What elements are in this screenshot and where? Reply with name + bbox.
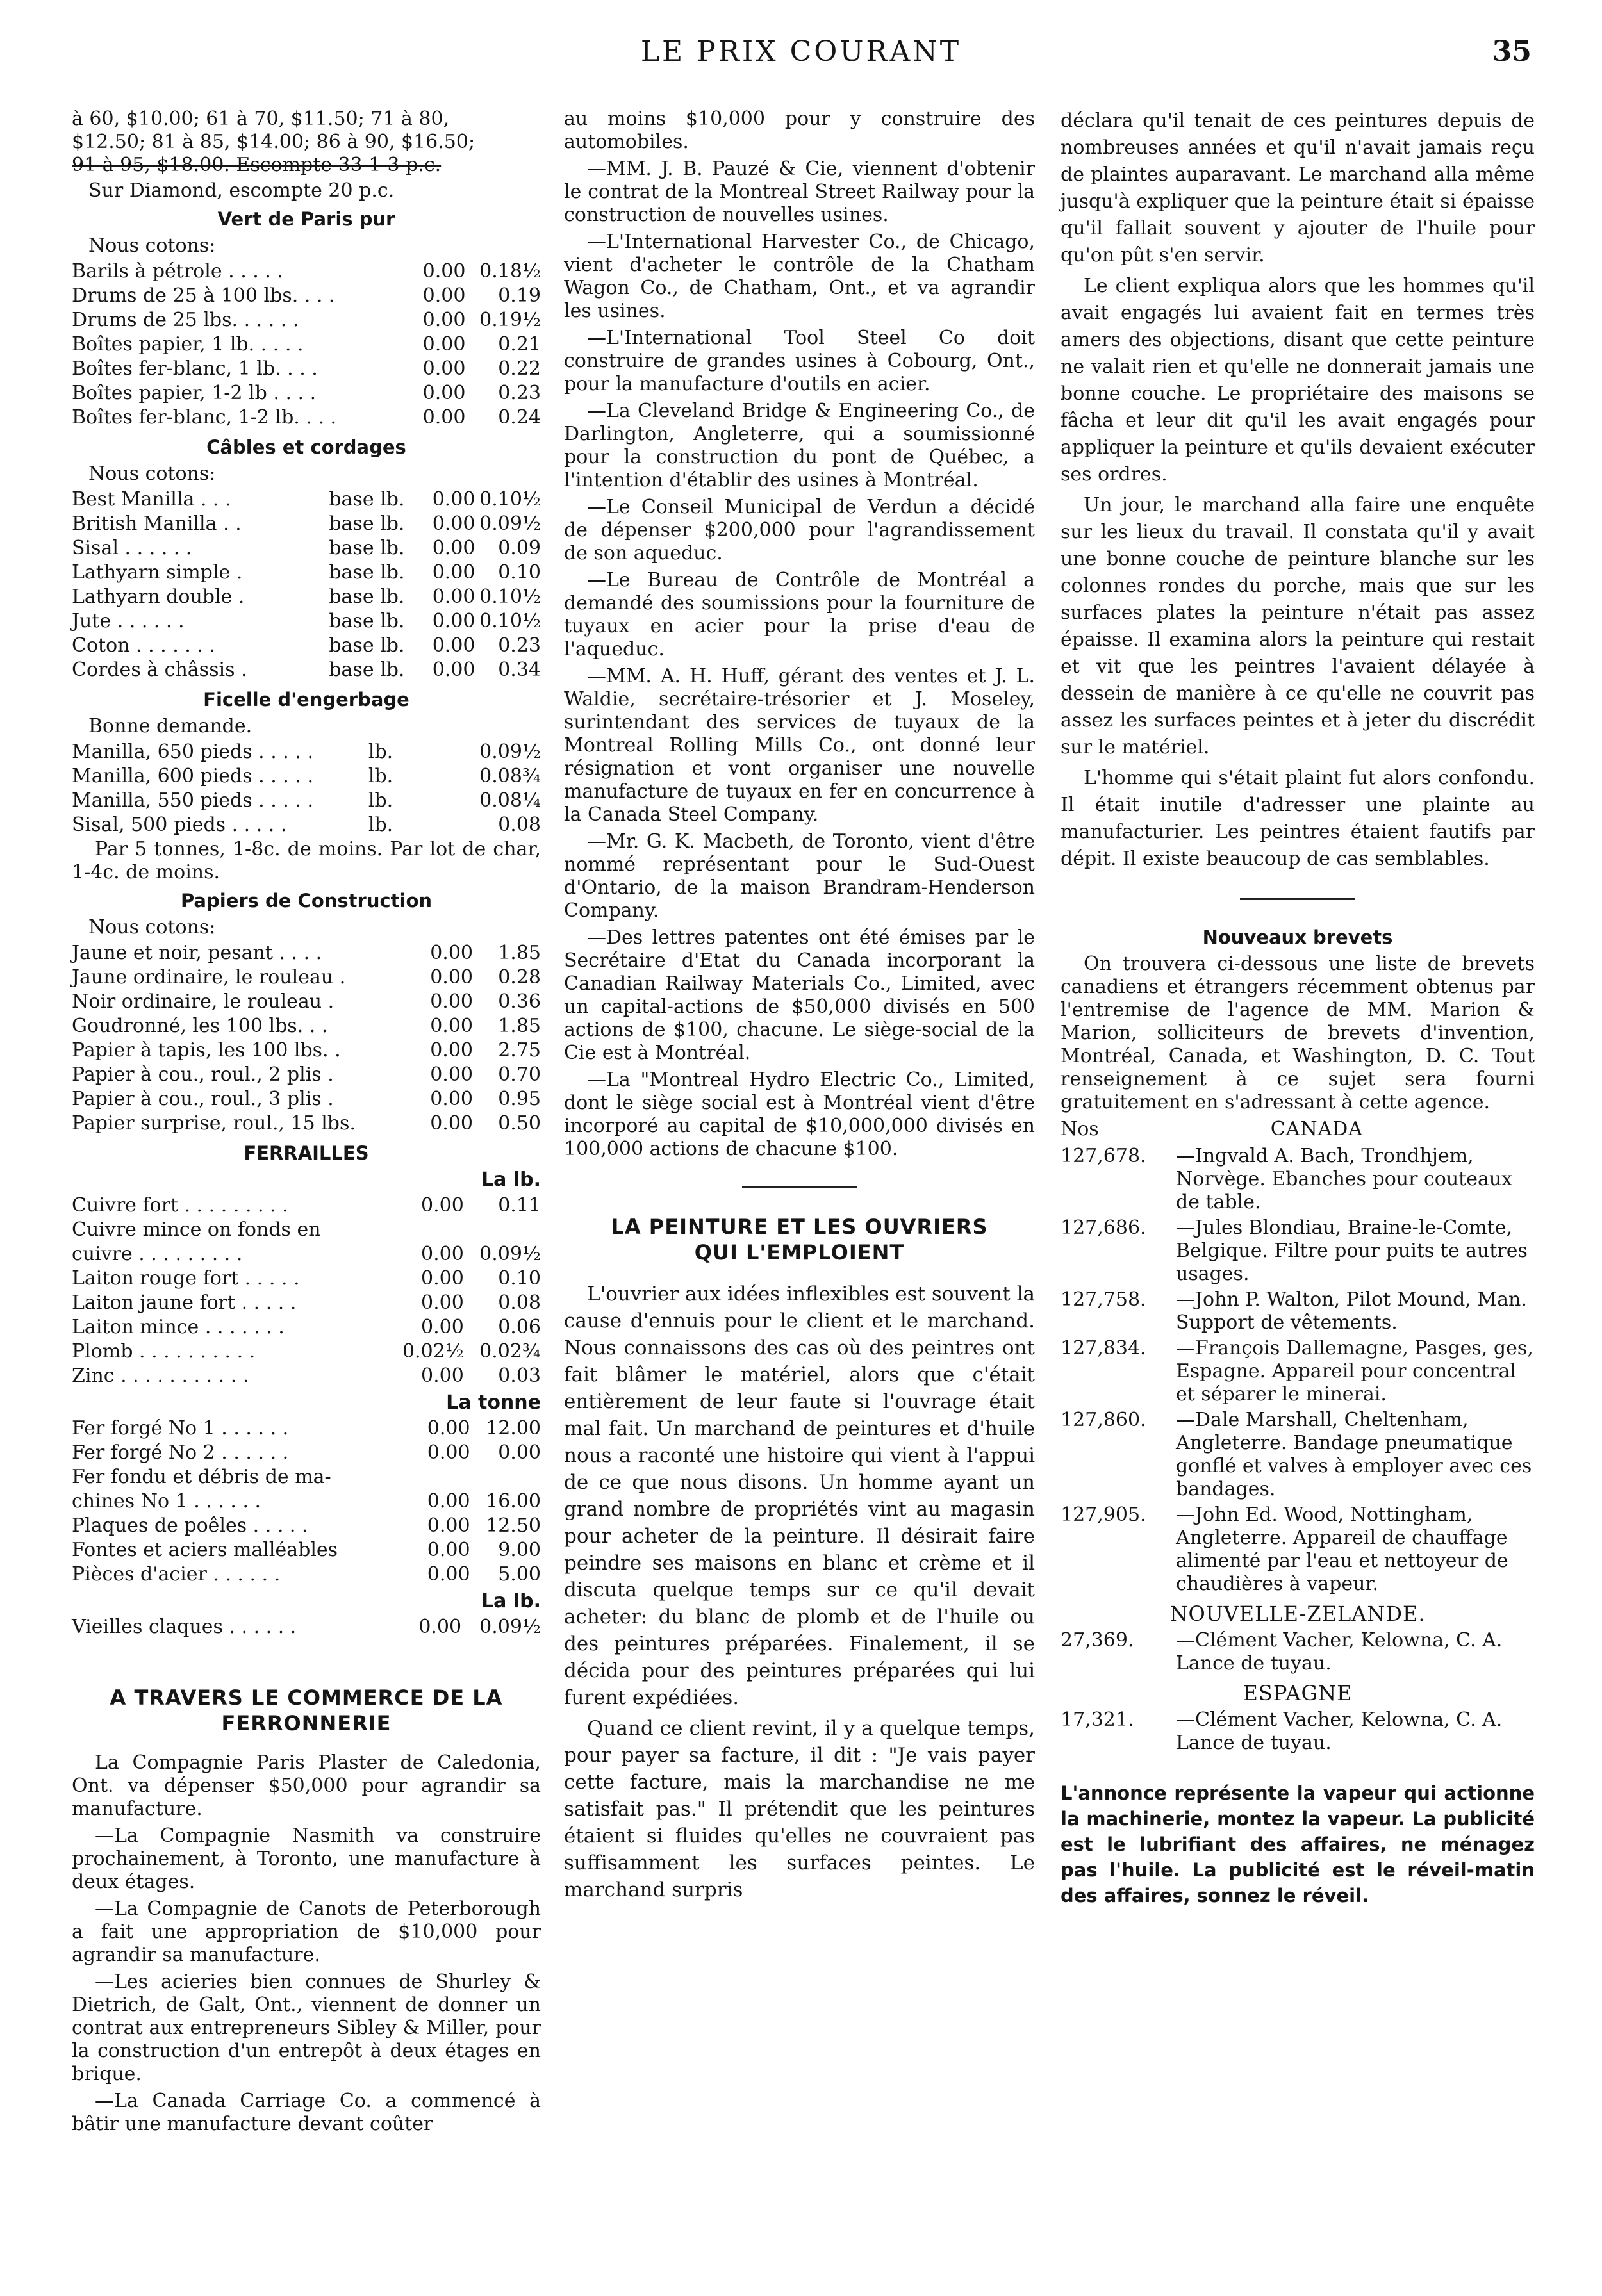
- price-table-ferrailles-lb: [72, 1194, 541, 1389]
- item-name: Manilla, 550 pieds . . . . .: [72, 789, 313, 812]
- price-low: 0.00: [422, 357, 466, 380]
- price-row: [72, 659, 541, 683]
- article-paragraph: L'ouvrier aux idées inflexibles est souvent la cause d'ennuis pour le client et le marchand. Nous connaissons des cas où des peintres ont fait blâmer le matériel, alors que c'était entièrement de leur faute si l'ouvrage était mal fait. Un marchand de peintures et d'huile nous a raconté une histoire qui vient à l'appui de ce que nous disons. Un homme ayant un grand nombre de propriétés vint au magasin pour acheter de la peinture. Il désirait faire peindre ses maisons en blanc et crème et il discuta quelque temps sur ce qu'il devait acheter: du blanc de plomb et de l'huile ou des peintures préparées. Finalement, il se décida pour des peintures préparées qui lui furent expédiées.: [564, 1283, 1035, 1709]
- price-high: 0.34: [498, 659, 541, 681]
- price-high: 0.10½: [479, 610, 541, 632]
- item-name: Jaune et noir, pesant . . . .: [72, 942, 322, 964]
- item-name: chines No 1 . . . . . .: [72, 1490, 261, 1513]
- price-low: 0.00: [430, 1112, 474, 1135]
- price-high: 9.00: [498, 1539, 541, 1561]
- price-intro: [72, 108, 541, 177]
- news-items: [564, 108, 1035, 1161]
- closing-advert-text: L'annonce représente la vapeur qui actionne la machinerie, montez la vapeur. La publicité est le lubrifiant des affaires, ne ménagez pas l'huile. La publicité est le réveil-matin des affaires, sonnez le réveil.: [1061, 1782, 1535, 1906]
- price-row: [72, 382, 541, 406]
- patent-entry: [1061, 1145, 1535, 1214]
- price-low: 0.00: [418, 1616, 462, 1638]
- price-high: 0.03: [498, 1365, 541, 1387]
- price-row: [72, 357, 541, 382]
- price-low: 0.00: [421, 1267, 464, 1290]
- item-name: Cuivre fort . . . . . . . . .: [72, 1194, 288, 1217]
- patent-number: 127,905.: [1061, 1504, 1146, 1526]
- price-row: [72, 488, 541, 512]
- patent-description: —Ingvald A. Bach, Trondhjem, Norvège. Ebanches pour couteaux de table.: [1176, 1145, 1513, 1213]
- price-low: 0.00: [422, 382, 466, 404]
- item-name: Laiton jaune fort . . . . .: [72, 1292, 297, 1314]
- patent-list-nz: [1061, 1629, 1535, 1675]
- price-row: [72, 537, 541, 561]
- item-name: Cuivre mince on fonds en: [72, 1218, 321, 1241]
- price-low: 0.00: [427, 1441, 470, 1464]
- price-row: [72, 1466, 541, 1490]
- price-high: 0.70: [498, 1063, 541, 1086]
- price-row: [72, 309, 541, 333]
- page-header: [0, 35, 1602, 74]
- patent-entry: [1061, 1337, 1535, 1406]
- price-row: [72, 1194, 541, 1218]
- page-number: 35: [1492, 35, 1532, 68]
- price-row: [72, 1015, 541, 1039]
- price-low: 0.00: [432, 634, 475, 657]
- column-prices: [72, 108, 541, 2140]
- price-row: [72, 1616, 541, 1640]
- item-name: Plaques de poêles . . . . .: [72, 1514, 308, 1537]
- price-low: 0.00: [421, 1194, 464, 1217]
- item-unit: base lb.: [329, 512, 405, 535]
- unit-heading: La tonne: [446, 1391, 541, 1414]
- price-high: 0.10½: [479, 586, 541, 608]
- item-unit: lb.: [368, 765, 393, 787]
- news-paragraph: —Des lettres patentes ont été émises par le Secrétaire d'Etat du Canada incorporant la Canadian Railway Materials Co., Limited, avec un capital-actions de $50,000 divisés en 500 actions de $100, chacune. Le siège-social de la Cie est à Montréal.: [564, 926, 1035, 1064]
- article-commerce-body: [72, 1751, 541, 2136]
- price-low: 0.02½: [402, 1340, 464, 1363]
- price-row: [72, 1112, 541, 1136]
- diamond-note: Sur Diamond, escompte 20 p.c.: [88, 179, 395, 202]
- item-unit: base lb.: [329, 610, 405, 632]
- country-nouvelle-zelande: NOUVELLE-ZELANDE.: [1169, 1602, 1426, 1626]
- price-high: 0.08: [498, 1292, 541, 1314]
- price-row: [72, 1292, 541, 1316]
- item-name: Noir ordinaire, le rouleau .: [72, 990, 334, 1013]
- price-high: 12.00: [486, 1417, 541, 1439]
- price-low: 0.00: [432, 659, 475, 681]
- price-low: 0.00: [430, 1063, 474, 1086]
- article-paragraph: —La Compagnie de Canots de Peterborough a fait une appropriation de $10,000 pour agrandir sa manufacture.: [72, 1898, 541, 1966]
- price-row: [72, 990, 541, 1015]
- price-high: 0.36: [498, 990, 541, 1013]
- news-paragraph: —MM. J. B. Pauzé & Cie, viennent d'obtenir le contrat de la Montreal Street Railway pour la construction de nouvelles usines.: [564, 158, 1035, 226]
- patent-number: 27,369.: [1061, 1629, 1134, 1652]
- column-continued: [1061, 108, 1535, 1908]
- patent-number: 127,758.: [1061, 1288, 1146, 1311]
- patent-description: —John P. Walton, Pilot Mound, Man. Support de vêtements.: [1176, 1288, 1527, 1334]
- item-name: Pièces d'acier . . . . . .: [72, 1563, 281, 1586]
- section-heading-brevets: Nouveaux brevets: [1202, 926, 1393, 948]
- item-name: Papier à cou., roul., 3 plis .: [72, 1088, 334, 1110]
- heading-line: FERRONNERIE: [221, 1711, 392, 1735]
- price-row: [72, 966, 541, 990]
- item-name: Lathyarn simple .: [72, 561, 243, 584]
- price-row: [72, 1514, 541, 1539]
- patent-entry: [1061, 1629, 1535, 1675]
- news-paragraph: —La "Montreal Hydro Electric Co., Limited, dont le siège social est à Montréal vient d'être incorporé au capital de $10,000,000 divisés en 100,000 actions de chacune $100.: [564, 1069, 1035, 1160]
- price-low: 0.00: [421, 1365, 464, 1387]
- price-high: 1.85: [498, 1015, 541, 1037]
- item-name: Best Manilla . . .: [72, 488, 231, 511]
- price-high: 16.00: [486, 1490, 541, 1513]
- article-peinture-body: [564, 1281, 1035, 1903]
- price-row: [72, 1039, 541, 1063]
- item-name: Boîtes papier, 1-2 lb . . . .: [72, 382, 317, 404]
- item-name: Jute . . . . . .: [72, 610, 185, 632]
- item-name: British Manilla . .: [72, 512, 242, 535]
- price-row: [72, 284, 541, 309]
- column-news: [564, 108, 1035, 1907]
- price-low: [399, 1466, 470, 1490]
- price-row: [72, 814, 541, 838]
- article-paragraph: La Compagnie Paris Plaster de Caledonia, Ont. va dépenser $50,000 pour agrandir sa manufacture.: [72, 1751, 541, 1820]
- price-row: [72, 1539, 541, 1563]
- patent-number: 127,860.: [1061, 1409, 1146, 1431]
- price-row: [72, 1088, 541, 1112]
- price-low: 0.00: [422, 309, 466, 331]
- patent-entry: [1061, 1217, 1535, 1286]
- price-low: 0.00: [432, 561, 475, 584]
- section-heading-ferrailles: FERRAILLES: [244, 1142, 369, 1164]
- item-unit: base lb.: [329, 634, 405, 657]
- article-paragraph: Un jour, le marchand alla faire une enquête sur les lieux du travail. Il constata qu'il y avait une bonne couche de peinture blanche sur les colonnes rondes du porche, mais que sur les surfaces plates la peinture n'était pas assez épaisse. Il examina alors la peinture qui restait et vit que les peintres l'avaient délayée à dessein de manière à ce qu'elle ne couvrit pas assez les surfaces peintes et à jeter du discrédit sur le matériel.: [1061, 494, 1535, 758]
- item-name: Vieilles claques . . . . . .: [72, 1616, 297, 1638]
- item-name: Jaune ordinaire, le rouleau .: [72, 966, 346, 988]
- price-high: 0.18½: [479, 260, 541, 283]
- price-row: [72, 406, 541, 430]
- price-high: 0.23: [498, 382, 541, 404]
- price-row: [72, 1417, 541, 1441]
- price-low: 0.00: [432, 488, 475, 511]
- price-low: 0.00: [427, 1490, 470, 1513]
- item-name: Manilla, 600 pieds . . . . .: [72, 765, 313, 787]
- article-heading-commerce: [72, 1685, 541, 1736]
- price-high: 5.00: [498, 1563, 541, 1586]
- article-paragraph: —La Compagnie Nasmith va construire prochainement, à Toronto, une manufacture à deux étages.: [72, 1824, 541, 1893]
- brevets-intro: On trouvera ci-dessous une liste de brevets canadiens et étrangers récemment obtenus par l'entremise de l'agence de MM. Marion & Marion, solliciteurs de brevets d'invention, Montréal, Canada, et Washington, D. C. Tout renseignement à ce sujet sera fourni gratuitement en s'adressant à cette agence.: [1061, 953, 1535, 1113]
- item-unit: base lb.: [329, 659, 405, 681]
- item-name: Drums de 25 lbs. . . . . .: [72, 309, 299, 331]
- price-row: [72, 1063, 541, 1088]
- intro-line: à 60, $10.00; 61 à 70, $11.50; 71 à 80,: [72, 108, 450, 130]
- price-row: [72, 634, 541, 659]
- intro-line: 91 à 95, $18.00. Escompte 33 1-3 p.c.: [72, 154, 442, 176]
- heading-line: A TRAVERS LE COMMERCE DE LA: [110, 1685, 503, 1710]
- price-row: [72, 1340, 541, 1365]
- price-high: 0.09½: [479, 1243, 541, 1265]
- unit-heading: La lb.: [481, 1590, 541, 1612]
- item-name: Fer fondu et débris de ma-: [72, 1466, 331, 1488]
- article-paragraph: Quand ce client revint, il y a quelque temps, pour payer sa facture, il dit : "Je vais payer cette facture, mais la marchandise ne me satisfait pas." Il prétendit que les peintures étaient si fluides qu'elles ne couvraient pas suffisamment les surfaces peintes. Le marchand surpris: [564, 1717, 1035, 1901]
- price-row: [72, 1563, 541, 1587]
- item-unit: base lb.: [329, 586, 405, 608]
- item-name: Coton . . . . . . .: [72, 634, 215, 657]
- patent-number: 17,321.: [1061, 1709, 1134, 1731]
- price-low: 0.00: [427, 1539, 470, 1561]
- item-name: cuivre . . . . . . . . .: [72, 1243, 243, 1265]
- price-row: [72, 741, 541, 765]
- item-name: Papier à tapis, les 100 lbs. .: [72, 1039, 341, 1062]
- news-paragraph: —La Cleveland Bridge & Engineering Co., de Darlington, Angleterre, qui a soumissionné pour la construction du pont de Québec, a l'intention d'établir des usines à Montréal.: [564, 400, 1035, 491]
- price-low: 0.00: [432, 537, 475, 559]
- ficelle-footer: Par 5 tonnes, 1-8c. de moins. Par lot de char, 1-4c. de moins.: [72, 838, 541, 883]
- price-row: [72, 512, 541, 537]
- price-high: 0.19: [498, 284, 541, 307]
- price-low: 0.00: [432, 610, 475, 632]
- patent-list-espagne: [1061, 1709, 1535, 1755]
- section-heading-cables: Câbles et cordages: [206, 436, 406, 458]
- news-paragraph: —Mr. G. K. Macbeth, de Toronto, vient d'être nommé représentant pour le Sud-Ouest d'Ontario, de la maison Brandram-Henderson Company.: [564, 830, 1035, 922]
- price-low: [387, 1218, 464, 1243]
- price-high: 0.23: [498, 634, 541, 657]
- price-high: 0.19½: [479, 309, 541, 331]
- patent-description: —Jules Blondiau, Braine-le-Comte, Belgique. Filtre pour puits te autres usages.: [1176, 1217, 1528, 1285]
- price-row: [72, 561, 541, 586]
- item-name: Manilla, 650 pieds . . . . .: [72, 741, 313, 763]
- item-name: Boîtes fer-blanc, 1-2 lb. . . .: [72, 406, 337, 429]
- price-row: [72, 765, 541, 789]
- patent-description: —Dale Marshall, Cheltenham, Angleterre. Bandage pneumatique gonflé et valves à employer avec ces bandages.: [1176, 1409, 1532, 1500]
- intro-line: $12.50; 81 à 85, $14.00; 86 à 90, $16.50;: [72, 131, 475, 153]
- patent-description: —François Dallemagne, Pasges, ges, Espagne. Appareil pour concentral et séparer le minerai.: [1176, 1337, 1533, 1406]
- price-high: 0.10: [498, 561, 541, 584]
- price-row: [72, 333, 541, 357]
- item-name: Sisal, 500 pieds . . . . .: [72, 814, 287, 836]
- item-name: Zinc . . . . . . . . . . .: [72, 1365, 249, 1387]
- patent-entry: [1061, 1409, 1535, 1501]
- section-divider: [1240, 898, 1355, 900]
- price-table-cables: [72, 488, 541, 683]
- section-note: Nous cotons:: [88, 234, 216, 257]
- price-high: 0.21: [498, 333, 541, 356]
- patent-description: —Clément Vacher, Kelowna, C. A. Lance de tuyau.: [1176, 1629, 1503, 1675]
- item-unit: base lb.: [329, 537, 405, 559]
- price-row: [72, 1243, 541, 1267]
- article-paragraph: —La Canada Carriage Co. a commencé à bâtir une manufacture devant coûter: [72, 2090, 541, 2135]
- price-high: 0.09: [498, 537, 541, 559]
- price: 0.08¾: [479, 765, 541, 787]
- price-table-papiers: [72, 942, 541, 1136]
- price-low: 0.00: [421, 1316, 464, 1338]
- patent-entry: [1061, 1709, 1535, 1755]
- item-name: Papier surprise, roul., 15 lbs.: [72, 1112, 356, 1135]
- patent-number: 127,686.: [1061, 1217, 1146, 1239]
- item-name: Sisal . . . . . .: [72, 537, 192, 559]
- price-table-ferrailles-claques: [72, 1616, 541, 1640]
- price-high: 0.06: [498, 1316, 541, 1338]
- section-heading-vert-de-paris: Vert de Paris pur: [217, 208, 395, 230]
- item-name: Barils à pétrole . . . . .: [72, 260, 283, 283]
- nos-label: Nos: [1061, 1118, 1099, 1140]
- item-name: Plomb . . . . . . . . . .: [72, 1340, 256, 1363]
- item-name: Fer forgé No 2 . . . . . .: [72, 1441, 289, 1464]
- item-unit: base lb.: [329, 488, 405, 511]
- news-paragraph: —MM. A. H. Huff, gérant des ventes et J. L. Waldie, secrétaire-trésorier et J. Moseley, surintendant des services de tuyaux de la Montreal Rolling Mills Co., ont donné leur résignation et vont organiser une nouvelle manufacture de tuyaux en fer en concurrence à la Canada Steel Company.: [564, 665, 1035, 826]
- section-note: Bonne demande.: [88, 715, 252, 737]
- price-high: 0.09½: [479, 1616, 541, 1638]
- patent-description: —John Ed. Wood, Nottingham, Angleterre. Appareil de chauffage alimenté par l'eau et nettoyeur de chaudières à vapeur.: [1176, 1504, 1508, 1595]
- article-paragraph: déclara qu'il tenait de ces peintures depuis de nombreuses années et qu'il n'avait jamais reçu de plaintes auparavant. Le marchand alla même jusqu'à expliquer que la peinture était si épaisse qu'il fallait souvent y ajouter de l'huile pour qu'on pût s'en servir.: [1061, 110, 1535, 266]
- price: 0.09½: [479, 741, 541, 763]
- price-low: 0.00: [430, 1088, 474, 1110]
- price-high: 12.50: [486, 1514, 541, 1537]
- price-low: 0.00: [427, 1563, 470, 1586]
- price-row: [72, 1365, 541, 1389]
- patent-description: —Clément Vacher, Kelowna, C. A. Lance de tuyau.: [1176, 1709, 1503, 1754]
- price-low: 0.00: [430, 1015, 474, 1037]
- section-heading-papiers: Papiers de Construction: [180, 890, 433, 912]
- section-note: Nous cotons:: [88, 916, 216, 939]
- heading-line: LA PEINTURE ET LES OUVRIERS: [611, 1215, 988, 1239]
- price-high: 0.28: [498, 966, 541, 988]
- price-low: 0.00: [430, 1039, 474, 1062]
- price: 0.08¼: [479, 789, 541, 812]
- price-high: 0.22: [498, 357, 541, 380]
- price-high: 0.10½: [479, 488, 541, 511]
- price-row: [72, 1218, 541, 1243]
- heading-line: QUI L'EMPLOIENT: [694, 1240, 905, 1265]
- item-unit: lb.: [368, 741, 393, 763]
- item-name: Boîtes fer-blanc, 1 lb. . . .: [72, 357, 318, 380]
- patent-list-header: [1061, 1118, 1535, 1141]
- item-name: Cordes à châssis .: [72, 659, 247, 681]
- article-paragraph: Le client expliqua alors que les hommes qu'il avait engagés lui avaient fait en termes très amers des objections, disant que cette peinture ne valait rien et qu'elle ne donnerait jamais une bonne couche. Le propriétaire des maisons se fâcha et leur dit qu'il les avait engagés pour appliquer la peinture et qu'ils devaient exécuter ses ordres.: [1061, 275, 1535, 486]
- price-high: 2.75: [498, 1039, 541, 1062]
- section-heading-ficelle: Ficelle d'engerbage: [203, 689, 409, 710]
- item-name: Drums de 25 à 100 lbs. . . .: [72, 284, 335, 307]
- price-high: [470, 1466, 541, 1490]
- price-low: 0.00: [430, 966, 474, 988]
- item-name: Laiton mince . . . . . . .: [72, 1316, 285, 1338]
- section-divider: [742, 1186, 857, 1188]
- item-name: Fer forgé No 1 . . . . . .: [72, 1417, 289, 1439]
- patent-entry: [1061, 1504, 1535, 1596]
- price-low: 0.00: [422, 333, 466, 356]
- item-name: Lathyarn double .: [72, 586, 245, 608]
- patent-number: 127,678.: [1061, 1145, 1146, 1167]
- price-low: 0.00: [421, 1243, 464, 1265]
- price-table-ferrailles-tonne: [72, 1417, 541, 1587]
- price-high: [464, 1218, 541, 1243]
- item-name: Boîtes papier, 1 lb. . . . .: [72, 333, 304, 356]
- price-row: [72, 942, 541, 966]
- item-unit: lb.: [368, 789, 393, 812]
- price-low: 0.00: [430, 942, 474, 964]
- price-low: 0.00: [432, 512, 475, 535]
- price-low: 0.00: [432, 586, 475, 608]
- news-paragraph: —Le Conseil Municipal de Verdun a décidé de dépenser $200,000 pour l'agrandissement de son aqueduc.: [564, 496, 1035, 564]
- price-table-vert: [72, 260, 541, 430]
- item-unit: lb.: [368, 814, 393, 836]
- price-high: 0.50: [498, 1112, 541, 1135]
- price-high: 0.11: [498, 1194, 541, 1217]
- patent-number: 127,834.: [1061, 1337, 1146, 1359]
- item-name: Goudronné, les 100 lbs. . .: [72, 1015, 328, 1037]
- price-row: [72, 789, 541, 814]
- price-row: [72, 1316, 541, 1340]
- price-low: 0.00: [422, 284, 466, 307]
- news-paragraph: —L'International Tool Steel Co doit construire de grandes usines à Cobourg, Ont., pour la manufacture d'outils en acier.: [564, 327, 1035, 395]
- price-row: [72, 586, 541, 610]
- patent-entry: [1061, 1288, 1535, 1334]
- price-low: 0.00: [421, 1292, 464, 1314]
- unit-heading: La lb.: [481, 1168, 541, 1191]
- article-peinture-continued: [1061, 108, 1535, 873]
- news-paragraph: au moins $10,000 pour y construire des automobiles.: [564, 108, 1035, 153]
- price-high: 1.85: [498, 942, 541, 964]
- price-high: 0.02¾: [479, 1340, 541, 1363]
- news-paragraph: —L'International Harvester Co., de Chicago, vient d'acheter le contrôle de la Chatham Wagon Co., de Chatham, Ont., et va agrandir les usines.: [564, 231, 1035, 322]
- price-row: [72, 1267, 541, 1292]
- country-canada: CANADA: [1270, 1118, 1363, 1140]
- section-note: Nous cotons:: [88, 463, 216, 485]
- price-low: 0.00: [422, 260, 466, 283]
- price-high: 0.10: [498, 1267, 541, 1290]
- item-unit: base lb.: [329, 561, 405, 584]
- item-name: Papier à cou., roul., 2 plis .: [72, 1063, 334, 1086]
- item-name: Fontes et aciers malléables: [72, 1539, 338, 1561]
- running-title: LE PRIX COURANT: [640, 35, 962, 68]
- country-espagne: ESPAGNE: [1243, 1681, 1353, 1705]
- news-paragraph: —Le Bureau de Contrôle de Montréal a demandé des soumissions pour la fourniture de tuyaux en acier pour la prise d'eau de l'aqueduc.: [564, 569, 1035, 660]
- article-paragraph: L'homme qui s'était plaint fut alors confondu. Il était inutile d'adresser une plainte au manufacturier. Les peintres étaient fautifs par dépit. Il existe beaucoup de cas semblables.: [1061, 767, 1535, 870]
- item-name: Laiton rouge fort . . . . .: [72, 1267, 300, 1290]
- price: 0.08: [498, 814, 541, 836]
- price-low: 0.00: [430, 990, 474, 1013]
- price-row: [72, 260, 541, 284]
- price-high: 0.00: [498, 1441, 541, 1464]
- price-high: 0.95: [498, 1088, 541, 1110]
- price-row: [72, 1441, 541, 1466]
- article-heading-peinture: [564, 1214, 1035, 1265]
- price-low: 0.00: [427, 1417, 470, 1439]
- patent-list-canada: [1061, 1145, 1535, 1596]
- price-high: 0.24: [498, 406, 541, 429]
- price-row: [72, 1490, 541, 1514]
- price-low: 0.00: [422, 406, 466, 429]
- article-paragraph: —Les acieries bien connues de Shurley & Dietrich, de Galt, Ont., viennent de donner un contrat aux entrepreneurs Sibley & Miller, pour la construction d'un entrepôt à deux étages en brique.: [72, 1971, 541, 2085]
- price-high: 0.09½: [479, 512, 541, 535]
- price-table-ficelle: [72, 741, 541, 838]
- price-row: [72, 610, 541, 634]
- price-low: 0.00: [427, 1514, 470, 1537]
